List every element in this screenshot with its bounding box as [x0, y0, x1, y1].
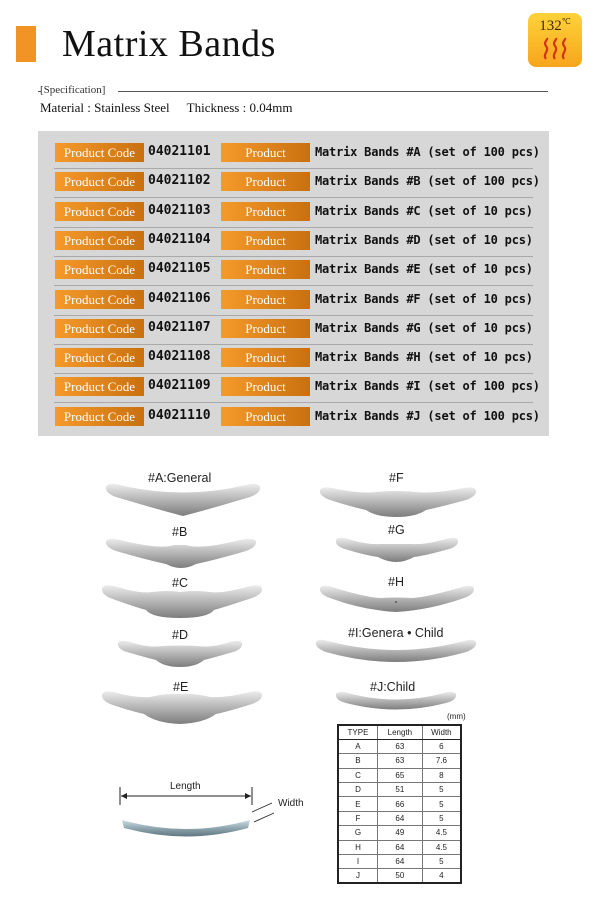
product-code-chip: Product Code — [55, 231, 144, 250]
band-g-shape — [336, 538, 458, 562]
product-code-chip: Product Code — [55, 407, 144, 426]
size-table — [337, 724, 462, 884]
temperature-value: 132℃ — [539, 17, 571, 34]
band-j-label: #J:Child — [370, 680, 416, 694]
size-table-row — [338, 783, 461, 797]
product-chip: Product — [221, 290, 310, 309]
size-table-row — [338, 797, 461, 811]
band-c-shape — [102, 585, 262, 618]
product-name: Matrix Bands #I (set of 100 pcs) — [315, 379, 540, 394]
product-name: Matrix Bands #J (set of 100 pcs) — [315, 408, 540, 423]
size-table-header-row — [338, 725, 461, 739]
size-table-row — [338, 869, 461, 883]
size-table-cell: 64 — [377, 855, 422, 869]
material-text: Material : Stainless Steel — [40, 100, 170, 115]
product-code-value: 04021109 — [148, 378, 211, 394]
product-code-value: 04021108 — [148, 349, 211, 365]
size-table-row — [338, 739, 461, 753]
product-code-value: 04021104 — [148, 231, 211, 247]
size-table-cell: G — [338, 826, 377, 840]
size-table-cell: 8 — [422, 768, 461, 782]
size-table-cell: C — [338, 768, 377, 782]
size-table-cell: D — [338, 783, 377, 797]
product-name: Matrix Bands #H (set of 10 pcs) — [315, 350, 533, 365]
product-code-chip: Product Code — [55, 172, 144, 191]
size-table-cell: 50 — [377, 869, 422, 883]
band-a-label: #A:General — [148, 471, 212, 485]
band-b-label: #B — [172, 525, 188, 539]
band-h-label: #H — [388, 575, 404, 589]
product-chip: Product — [221, 319, 310, 338]
size-table-header: TYPE — [338, 725, 377, 739]
product-name: Matrix Bands #F (set of 10 pcs) — [315, 291, 533, 306]
size-table-header: Width — [422, 725, 461, 739]
size-table-cell: E — [338, 797, 377, 811]
size-table-cell: 64 — [377, 811, 422, 825]
product-name: Matrix Bands #G (set of 10 pcs) — [315, 320, 533, 335]
product-name: Matrix Bands #D (set of 10 pcs) — [315, 232, 533, 247]
size-table-cell: 4.5 — [422, 840, 461, 854]
size-table-cell: 7.6 — [422, 754, 461, 768]
size-table-header: Length — [377, 725, 422, 739]
product-code-value: 04021107 — [148, 319, 211, 335]
specification-label: [Specification] — [40, 84, 106, 96]
size-table-unit: (mm) — [447, 712, 466, 721]
product-code-value: 04021103 — [148, 202, 211, 218]
product-name: Matrix Bands #E (set of 10 pcs) — [315, 262, 533, 277]
band-b-shape — [106, 539, 256, 568]
page-title: Matrix Bands — [62, 23, 276, 65]
product-chip: Product — [221, 407, 310, 426]
size-table-cell: 5 — [422, 797, 461, 811]
size-table-cell: 66 — [377, 797, 422, 811]
size-table-cell: 6 — [422, 739, 461, 753]
product-chip: Product — [221, 377, 310, 396]
size-table-cell: 64 — [377, 840, 422, 854]
size-table-cell: 49 — [377, 826, 422, 840]
product-code-value: 04021102 — [148, 173, 211, 189]
size-table-cell: J — [338, 869, 377, 883]
product-code-chip: Product Code — [55, 290, 144, 309]
dimension-diagram — [120, 787, 274, 837]
size-table-cell: 5 — [422, 811, 461, 825]
band-c-label: #C — [172, 576, 188, 590]
size-table-row — [338, 855, 461, 869]
size-table-row — [338, 754, 461, 768]
size-table-cell: 63 — [377, 739, 422, 753]
product-chip: Product — [221, 202, 310, 221]
size-table-cell: A — [338, 739, 377, 753]
product-code-chip: Product Code — [55, 377, 144, 396]
band-e-label: #E — [173, 680, 189, 694]
product-code-chip: Product Code — [55, 202, 144, 221]
size-table-cell: I — [338, 855, 377, 869]
band-h-shape — [320, 586, 474, 612]
product-chip: Product — [221, 231, 310, 250]
product-name: Matrix Bands #C (set of 10 pcs) — [315, 203, 533, 218]
product-code-value: 04021105 — [148, 261, 211, 277]
band-f-shape — [320, 487, 476, 517]
band-a-shape — [106, 484, 260, 516]
size-table-row — [338, 840, 461, 854]
size-table-row — [338, 826, 461, 840]
band-i-label: #I:Genera • Child — [348, 626, 444, 640]
width-label: Width — [278, 798, 304, 809]
size-table-cell: 65 — [377, 768, 422, 782]
product-code-value: 04021110 — [148, 407, 211, 423]
band-f-label: #F — [389, 471, 404, 485]
thickness-text: Thickness : 0.04mm — [186, 100, 293, 115]
band-d-shape — [118, 641, 242, 667]
size-table-cell: H — [338, 840, 377, 854]
band-d-label: #D — [172, 628, 188, 642]
size-table-row — [338, 811, 461, 825]
product-name: Matrix Bands #A (set of 100 pcs) — [315, 145, 540, 159]
product-chip: Product — [221, 172, 310, 191]
product-code-chip: Product Code — [55, 143, 144, 162]
product-name: Matrix Bands #B (set of 100 pcs) — [315, 174, 540, 189]
product-code-value: 04021106 — [148, 290, 211, 306]
band-e-shape — [102, 691, 262, 724]
product-code-chip: Product Code — [55, 319, 144, 338]
size-table-row — [338, 768, 461, 782]
band-i-shape — [316, 640, 476, 662]
size-table-cell: 4.5 — [422, 826, 461, 840]
band-j-shape — [336, 692, 456, 710]
product-chip: Product — [221, 260, 310, 279]
size-table-cell: B — [338, 754, 377, 768]
size-table-cell: 5 — [422, 783, 461, 797]
product-code-chip: Product Code — [55, 260, 144, 279]
length-label: Length — [170, 781, 201, 792]
band-g-label: #G — [388, 523, 405, 537]
size-table-cell: 5 — [422, 855, 461, 869]
product-chip: Product — [221, 143, 310, 162]
size-table-cell: 63 — [377, 754, 422, 768]
product-chip: Product — [221, 348, 310, 367]
size-table-cell: 51 — [377, 783, 422, 797]
size-table-cell: F — [338, 811, 377, 825]
product-code-value: 04021101 — [148, 144, 211, 159]
product-code-chip: Product Code — [55, 348, 144, 367]
size-table-cell: 4 — [422, 869, 461, 883]
